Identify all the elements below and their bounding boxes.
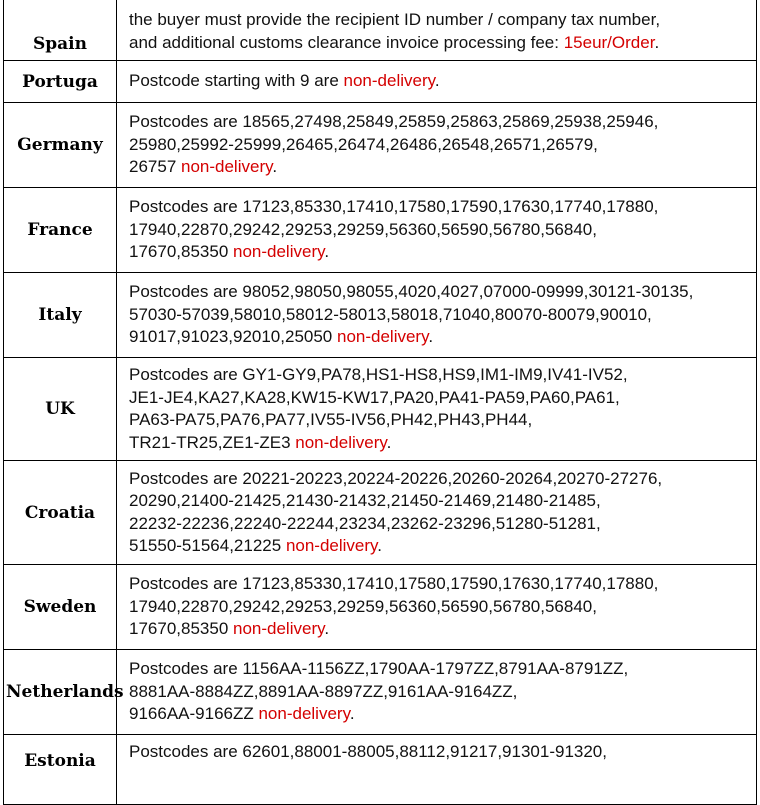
suffix-text: . (386, 432, 392, 452)
rule-text-line: Postcodes are 62601,88001-88005,88112,91217,91301-91320, (129, 742, 607, 761)
rule-text-line: 17940,22870,29242,29253,29259,56360,56590,56780,56840, (129, 219, 597, 239)
rule-text-line: 25980,25992-25999,26465,26474,26486,26548,26571,26579, (129, 134, 598, 154)
rule-text-line: 57030-57039,58010,58012-58013,58018,71040,80070-80079,90010, (129, 304, 652, 324)
table-row-uk (4, 358, 757, 461)
country-cell: France (4, 188, 117, 273)
table-row-croatia (4, 461, 757, 565)
table-row-estonia (4, 735, 757, 805)
rule-text-line: Postcodes are 17123,85330,17410,17580,17590,17630,17740,17880, (129, 197, 659, 217)
suffix-text: . (654, 32, 660, 52)
country-cell: Italy (4, 273, 117, 358)
table-row-spain (4, 0, 757, 61)
country-cell: Portuga (4, 61, 117, 103)
table-row-germany (4, 103, 757, 188)
country-cell: Netherlands (4, 650, 117, 735)
rule-text-line: PA63-PA75,PA76,PA77,IV55-IV56,PH42,PH43,PH44, (129, 410, 533, 429)
rule-text-line: Postcodes are 20221-20223,20224-20226,20260-20264,20270-27276, (129, 468, 663, 488)
rule-cell (117, 565, 757, 650)
rule-text-line: 26757 (129, 157, 181, 177)
highlight-text: non-delivery (336, 327, 429, 347)
country-cell: Croatia (4, 461, 117, 565)
highlight-text: non-delivery (343, 71, 435, 91)
country-cell: Sweden (4, 565, 117, 650)
rule-text-line: Postcodes are GY1-GY9,PA78,HS1-HS8,HS9,IM1-IM9,IV41-IV52, (129, 365, 628, 384)
rule-text-line: 22232-22236,22240-22244,23234,23262-23296,51280-51281, (129, 513, 601, 533)
suffix-text: . (434, 71, 440, 91)
suffix-text: . (428, 327, 434, 347)
rule-cell (117, 103, 757, 188)
rule-cell (117, 735, 757, 805)
table-row-sweden (4, 565, 757, 650)
suffix-text: . (272, 157, 278, 177)
rule-text-line: 8881AA-8884ZZ,8891AA-8897ZZ,9161AA-9164ZZ, (129, 681, 518, 701)
highlight-text: non-delivery (181, 157, 273, 177)
rule-text-line: Postcodes are 18565,27498,25849,25859,25863,25869,25938,25946, (129, 112, 659, 132)
rule-text-line: 17670,85350 (129, 242, 233, 262)
rule-text-line: 9166AA-9166ZZ (129, 704, 259, 724)
highlight-text: non-delivery (295, 432, 387, 452)
rule-text-line: and additional customs clearance invoice processing fee: (129, 32, 564, 52)
rule-text: Postcode starting with 9 are (129, 71, 344, 91)
table-row-netherlands (4, 650, 757, 735)
country-cell: UK (4, 358, 117, 461)
rule-text-line: Postcodes are 98052,98050,98055,4020,4027,07000-09999,30121-30135, (129, 282, 694, 302)
rule-cell (117, 188, 757, 273)
rule-cell (117, 461, 757, 565)
highlight-text: non-delivery (285, 536, 378, 555)
suffix-text: . (324, 242, 330, 262)
rule-text-line: 17940,22870,29242,29253,29259,56360,56590,56780,56840, (129, 596, 597, 616)
rule-cell (117, 273, 757, 358)
rule-cell (117, 650, 757, 735)
table-row-italy (4, 273, 757, 358)
highlight-text: 15eur/Order (563, 32, 655, 52)
highlight-text: non-delivery (258, 704, 350, 724)
rule-text-line: Postcodes are 17123,85330,17410,17580,17590,17630,17740,17880, (129, 574, 659, 594)
table-row-portuga (4, 61, 757, 103)
rule-text-line: the buyer must provide the recipient ID number / company tax number, (129, 10, 661, 29)
rule-text-line: TR21-TR25,ZE1-ZE3 (129, 432, 296, 452)
country-cell: Spain (4, 0, 117, 61)
rule-text-line: JE1-JE4,KA27,KA28,KW15-KW17,PA20,PA41-PA59,PA60,PA61, (129, 387, 620, 407)
suffix-text: . (377, 536, 383, 555)
rule-text-line: 91017,91023,92010,25050 (129, 327, 337, 347)
country-cell: Germany (4, 103, 117, 188)
rule-cell (117, 358, 757, 461)
table-row-france (4, 188, 757, 273)
highlight-text: non-delivery (233, 242, 325, 262)
highlight-text: non-delivery (233, 619, 325, 639)
rule-cell (117, 0, 757, 61)
rule-text-line: Postcodes are 1156AA-1156ZZ,1790AA-1797ZZ,8791AA-8791ZZ, (129, 659, 629, 679)
suffix-text: . (349, 704, 355, 724)
rule-text-line: 20290,21400-21425,21430-21432,21450-21469,21480-21485, (129, 491, 601, 510)
rule-text-line: 17670,85350 (129, 619, 233, 639)
rule-text-line: 51550-51564,21225 (129, 536, 286, 555)
suffix-text: . (324, 619, 330, 639)
postcode-restrictions-table (3, 0, 757, 805)
country-cell: Estonia (4, 735, 117, 805)
rule-cell (117, 61, 757, 103)
